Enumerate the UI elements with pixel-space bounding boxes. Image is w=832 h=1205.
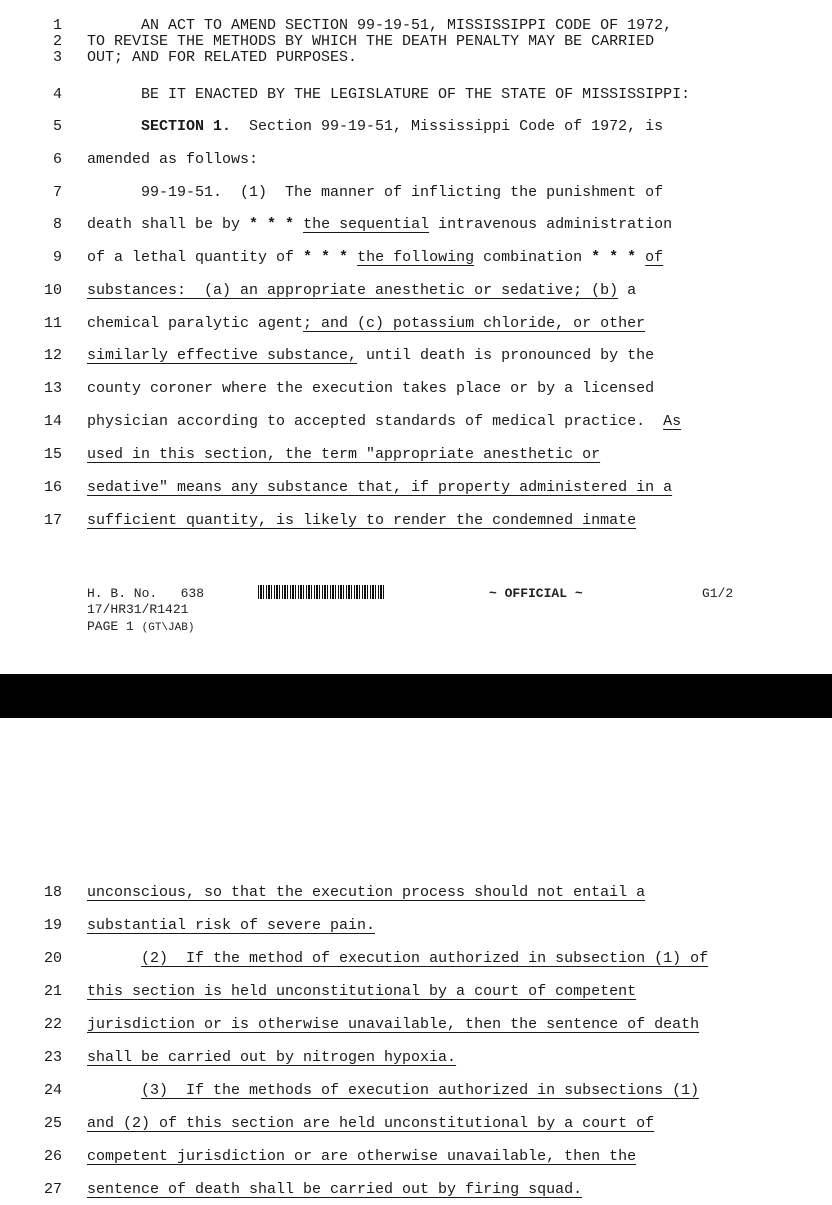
line-number: 12 — [43, 347, 62, 364]
bill-line — [0, 309, 832, 339]
line-number: 21 — [43, 983, 62, 1000]
text-segment — [87, 118, 141, 135]
bill-line — [0, 878, 832, 908]
page-number: PAGE 1 — [87, 619, 134, 634]
line-number: 17 — [43, 512, 62, 529]
bill-line — [0, 977, 832, 1007]
text-segment: county coroner where the execution takes place or by a licensed — [87, 380, 655, 397]
line-text — [87, 34, 654, 50]
inserted-text: As — [663, 413, 682, 430]
line-number: 13 — [43, 380, 62, 397]
bill-line — [0, 210, 832, 240]
bill-line — [0, 1142, 832, 1172]
text-segment: combination — [474, 249, 592, 266]
line-number: 16 — [43, 479, 62, 496]
bill-line — [0, 50, 832, 66]
page-separator — [0, 674, 832, 718]
line-number: 9 — [52, 249, 62, 266]
line-number: 6 — [52, 151, 62, 168]
inserted-text: jurisdiction or is otherwise unavailable, then the sentence of death — [87, 1016, 700, 1033]
line-number: 19 — [43, 917, 62, 934]
line-number: 10 — [43, 282, 62, 299]
bill-line — [0, 1043, 832, 1073]
inserted-text: sentence of death shall be carried out by firing squad. — [87, 1181, 583, 1198]
text-segment: TO REVISE THE METHODS BY WHICH THE DEATH PENALTY MAY BE CARRIED — [87, 33, 655, 50]
inserted-text: of — [645, 249, 664, 266]
line-number: 3 — [52, 49, 62, 66]
inserted-text: and (2) of this section are held unconstitutional by a court of — [87, 1115, 655, 1132]
text-segment: amended as follows: — [87, 151, 259, 168]
text-segment: chemical paralytic agent — [87, 315, 304, 332]
line-text — [87, 911, 375, 941]
bill-line — [0, 18, 832, 34]
text-segment — [636, 249, 645, 266]
deletion-marker: * * * — [249, 216, 295, 233]
bill-line — [0, 34, 832, 50]
deletion-marker: * * * — [303, 249, 349, 266]
deletion-marker: SECTION 1. — [141, 118, 232, 135]
page-label — [87, 619, 194, 636]
bill-line — [0, 178, 832, 208]
line-number: 8 — [52, 216, 62, 233]
inserted-text: (3) If the methods of execution authorized in subsections (1) — [141, 1082, 700, 1099]
line-text — [87, 80, 690, 110]
text-segment — [87, 950, 141, 967]
text-segment: until death is pronounced by the — [357, 347, 655, 364]
barcode-image — [258, 585, 386, 599]
line-text — [87, 977, 636, 1007]
line-number: 27 — [43, 1181, 62, 1198]
line-text — [87, 440, 600, 470]
inserted-text: similarly effective substance, — [87, 347, 358, 364]
line-text — [87, 1109, 654, 1139]
text-segment: of a lethal quantity of — [87, 249, 304, 266]
bill-line — [0, 1109, 832, 1139]
line-text — [87, 878, 645, 908]
bill-line — [0, 440, 832, 470]
inserted-text: (2) If the method of execution authorized in subsection (1) of — [141, 950, 709, 967]
inserted-text: competent jurisdiction or are otherwise unavailable, then the — [87, 1148, 637, 1165]
sheet-number: G1/2 — [702, 586, 734, 601]
line-text — [87, 210, 672, 240]
line-text — [87, 944, 708, 974]
text-segment — [294, 216, 303, 233]
bill-line — [0, 243, 832, 273]
line-number: 1 — [52, 17, 62, 34]
text-segment: intravenous administration — [429, 216, 673, 233]
line-number: 5 — [52, 118, 62, 135]
line-text — [87, 50, 357, 66]
line-number: 26 — [43, 1148, 62, 1165]
line-number: 25 — [43, 1115, 62, 1132]
inserted-text: the following — [357, 249, 475, 266]
inserted-text: the sequential — [303, 216, 430, 233]
inserted-text: ; and (c) potassium chloride, or other — [303, 315, 646, 332]
bill-line — [0, 145, 832, 175]
line-text — [87, 1076, 699, 1106]
line-number: 15 — [43, 446, 62, 463]
bill-line — [0, 407, 832, 437]
inserted-text: used in this section, the term "appropriate anesthetic or — [87, 446, 601, 463]
text-segment: 99-19-51. (1) The manner of inflicting the punishment of — [87, 184, 664, 201]
bill-line — [0, 80, 832, 110]
bill-number: H. B. No. 638 — [87, 586, 205, 601]
bill-line — [0, 276, 832, 306]
inserted-text: this section is held unconstitutional by a court of competent — [87, 983, 637, 1000]
text-segment — [87, 1082, 141, 1099]
text-segment: BE IT ENACTED BY THE LEGISLATURE OF THE STATE OF MISSISSIPPI: — [87, 86, 691, 103]
line-number: 24 — [43, 1082, 62, 1099]
inserted-text: sufficient quantity, is likely to render the condemned inmate — [87, 512, 637, 529]
deletion-marker: * * * — [591, 249, 637, 266]
line-text — [87, 407, 681, 437]
drafter-initials: (GT\JAB) — [141, 622, 195, 634]
bill-line — [0, 341, 832, 371]
bill-line — [0, 1010, 832, 1040]
line-number: 18 — [43, 884, 62, 901]
bill-line — [0, 473, 832, 503]
line-text — [87, 276, 636, 306]
text-segment: physician according to accepted standards of medical practice. — [87, 413, 664, 430]
line-text — [87, 506, 636, 536]
line-number: 20 — [43, 950, 62, 967]
bill-line — [0, 112, 832, 142]
line-text — [87, 112, 663, 142]
line-text — [87, 374, 654, 404]
text-segment: OUT; AND FOR RELATED PURPOSES. — [87, 49, 358, 66]
line-text — [87, 1010, 699, 1040]
inserted-text: substances: (a) an appropriate anesthetic or sedative; (b) — [87, 282, 619, 299]
text-segment: death shall be by — [87, 216, 250, 233]
line-text — [87, 473, 672, 503]
text-segment: Section 99-19-51, Mississippi Code of 1972, is — [231, 118, 664, 135]
bill-line — [0, 374, 832, 404]
bill-line — [0, 506, 832, 536]
bill-line — [0, 944, 832, 974]
line-text — [87, 1175, 582, 1205]
line-number: 4 — [52, 86, 62, 103]
line-text — [87, 18, 672, 34]
line-number: 7 — [52, 184, 62, 201]
line-text — [87, 309, 645, 339]
line-text — [87, 243, 663, 273]
bill-code: 17/HR31/R1421 — [87, 602, 189, 617]
line-number: 23 — [43, 1049, 62, 1066]
text-segment — [348, 249, 357, 266]
official-label: ~ OFFICIAL ~ — [489, 586, 583, 601]
text-segment: a — [618, 282, 637, 299]
line-number: 14 — [43, 413, 62, 430]
bill-line — [0, 911, 832, 941]
line-number: 22 — [43, 1016, 62, 1033]
line-text — [87, 178, 663, 208]
line-number: 11 — [43, 315, 62, 332]
bill-page-2 — [0, 718, 832, 1200]
line-text — [87, 1043, 456, 1073]
line-text — [87, 1142, 636, 1172]
line-text — [87, 341, 654, 371]
text-segment: AN ACT TO AMEND SECTION 99-19-51, MISSISSIPPI CODE OF 1972, — [87, 17, 673, 34]
inserted-text: unconscious, so that the execution process should not entail a — [87, 884, 646, 901]
inserted-text: substantial risk of severe pain. — [87, 917, 376, 934]
inserted-text: sedative" means any substance that, if property administered in a — [87, 479, 673, 496]
line-text — [87, 145, 258, 175]
inserted-text: shall be carried out by nitrogen hypoxia. — [87, 1049, 457, 1066]
bill-line — [0, 1175, 832, 1205]
bill-line — [0, 1076, 832, 1106]
line-number: 2 — [52, 33, 62, 50]
